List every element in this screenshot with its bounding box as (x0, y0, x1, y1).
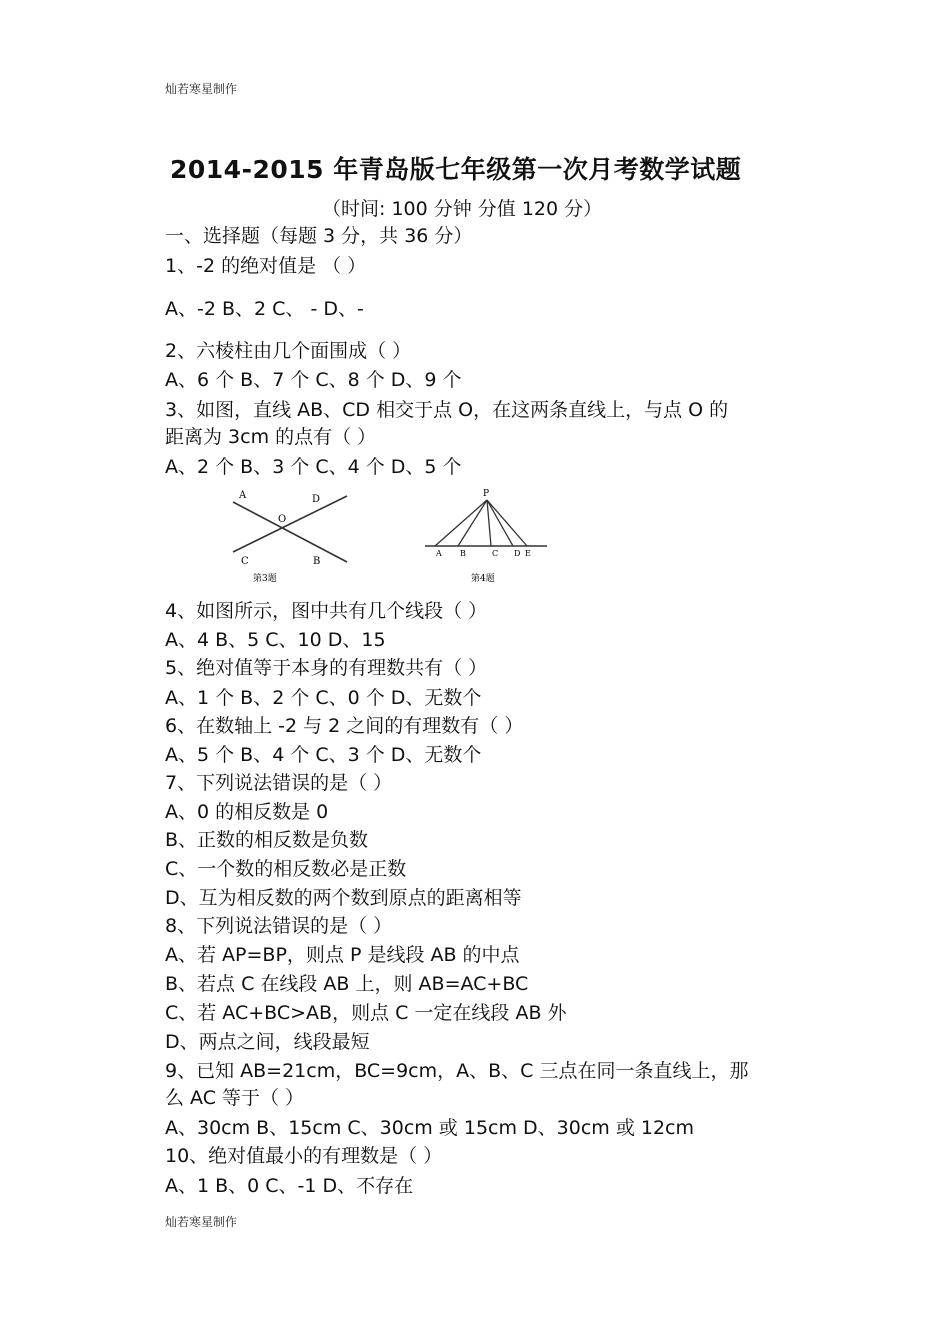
question-7-option-b: B、正数的相反数是负数 (165, 829, 369, 851)
label-b4: B (460, 549, 466, 558)
page-footer: 灿若寒星制作 (165, 1215, 238, 1229)
question-9: 9、已知 AB=21cm，BC=9cm，A、B、C 三点在同一条直线上，那 (165, 1060, 749, 1082)
figure-4 (425, 489, 547, 584)
question-4: 4、如图所示，图中共有几个线段（ ） (165, 600, 488, 622)
page-header: 灿若寒星制作 (165, 82, 238, 96)
label-c: C (241, 556, 249, 567)
label-e4: E (525, 549, 531, 558)
question-8-option-c: C、若 AC+BC>AB，则点 C 一定在线段 AB 外 (165, 1002, 567, 1024)
label-b: B (313, 556, 321, 567)
section-heading: 一、选择题（每题 3 分，共 36 分） (165, 225, 473, 247)
line-cd (233, 496, 347, 552)
label-d: D (312, 494, 321, 505)
question-9-cont: 么 AC 等于（ ） (165, 1087, 305, 1109)
exam-info: （时间: 100 分钟 分值 120 分） (322, 198, 603, 220)
caption-3: 第3题 (253, 574, 277, 584)
question-1: 1、-2 的绝对值是 （ ） (165, 255, 367, 277)
question-3-cont: 距离为 3cm 的点有（ ） (165, 426, 377, 448)
label-o: O (278, 514, 287, 525)
segment-pb (458, 500, 487, 546)
question-7-option-c: C、一个数的相反数必是正数 (165, 858, 407, 880)
question-2-options: A、6 个 B、7 个 C、8 个 D、9 个 (165, 369, 462, 391)
question-3-options: A、2 个 B、3 个 C、4 个 D、5 个 (165, 456, 462, 478)
label-c4: C (492, 549, 499, 558)
question-7-option-d: D、互为相反数的两个数到原点的距离相等 (165, 887, 522, 909)
question-8-option-a: A、若 AP=BP，则点 P 是线段 AB 的中点 (165, 944, 520, 966)
figure-3 (233, 490, 347, 584)
question-8-option-d: D、两点之间，线段最短 (165, 1031, 370, 1053)
question-9-options: A、30cm B、15cm C、30cm 或 15cm D、30cm 或 12cm (165, 1117, 694, 1139)
segment-pa (435, 500, 487, 546)
question-1-options: A、-2 B、2 C、 - D、- (165, 298, 364, 320)
question-7-option-a: A、0 的相反数是 0 (165, 801, 329, 823)
question-3: 3、如图，直线 AB、CD 相交于点 O，在这两条直线上，与点 O 的 (165, 399, 729, 421)
question-10-options: A、1 B、0 C、-1 D、不存在 (165, 1175, 414, 1197)
line-ab (233, 502, 347, 562)
question-6-options: A、5 个 B、4 个 C、3 个 D、无数个 (165, 744, 482, 766)
question-8: 8、下列说法错误的是（ ） (165, 915, 393, 937)
label-a4: A (436, 549, 442, 558)
question-5: 5、绝对值等于本身的有理数共有（ ） (165, 657, 488, 679)
question-6: 6、在数轴上 -2 与 2 之间的有理数有（ ） (165, 715, 524, 737)
question-2: 2、六棱柱由几个面围成（ ） (165, 340, 412, 362)
question-10: 10、绝对值最小的有理数是（ ） (165, 1145, 443, 1167)
question-8-option-b: B、若点 C 在线段 AB 上，则 AB=AC+BC (165, 973, 529, 995)
label-a: A (239, 490, 247, 501)
caption-4: 第4题 (471, 574, 495, 584)
question-4-options: A、4 B、5 C、10 D、15 (165, 629, 386, 651)
segment-pe (487, 500, 527, 546)
figure-diagrams (225, 486, 555, 586)
label-p: P (483, 489, 490, 499)
question-7: 7、下列说法错误的是（ ） (165, 772, 393, 794)
label-d4: D (514, 549, 521, 558)
figures (225, 486, 555, 586)
page-title: 2014-2015 年青岛版七年级第一次月考数学试题 (170, 155, 742, 184)
question-5-options: A、1 个 B、2 个 C、0 个 D、无数个 (165, 687, 482, 709)
